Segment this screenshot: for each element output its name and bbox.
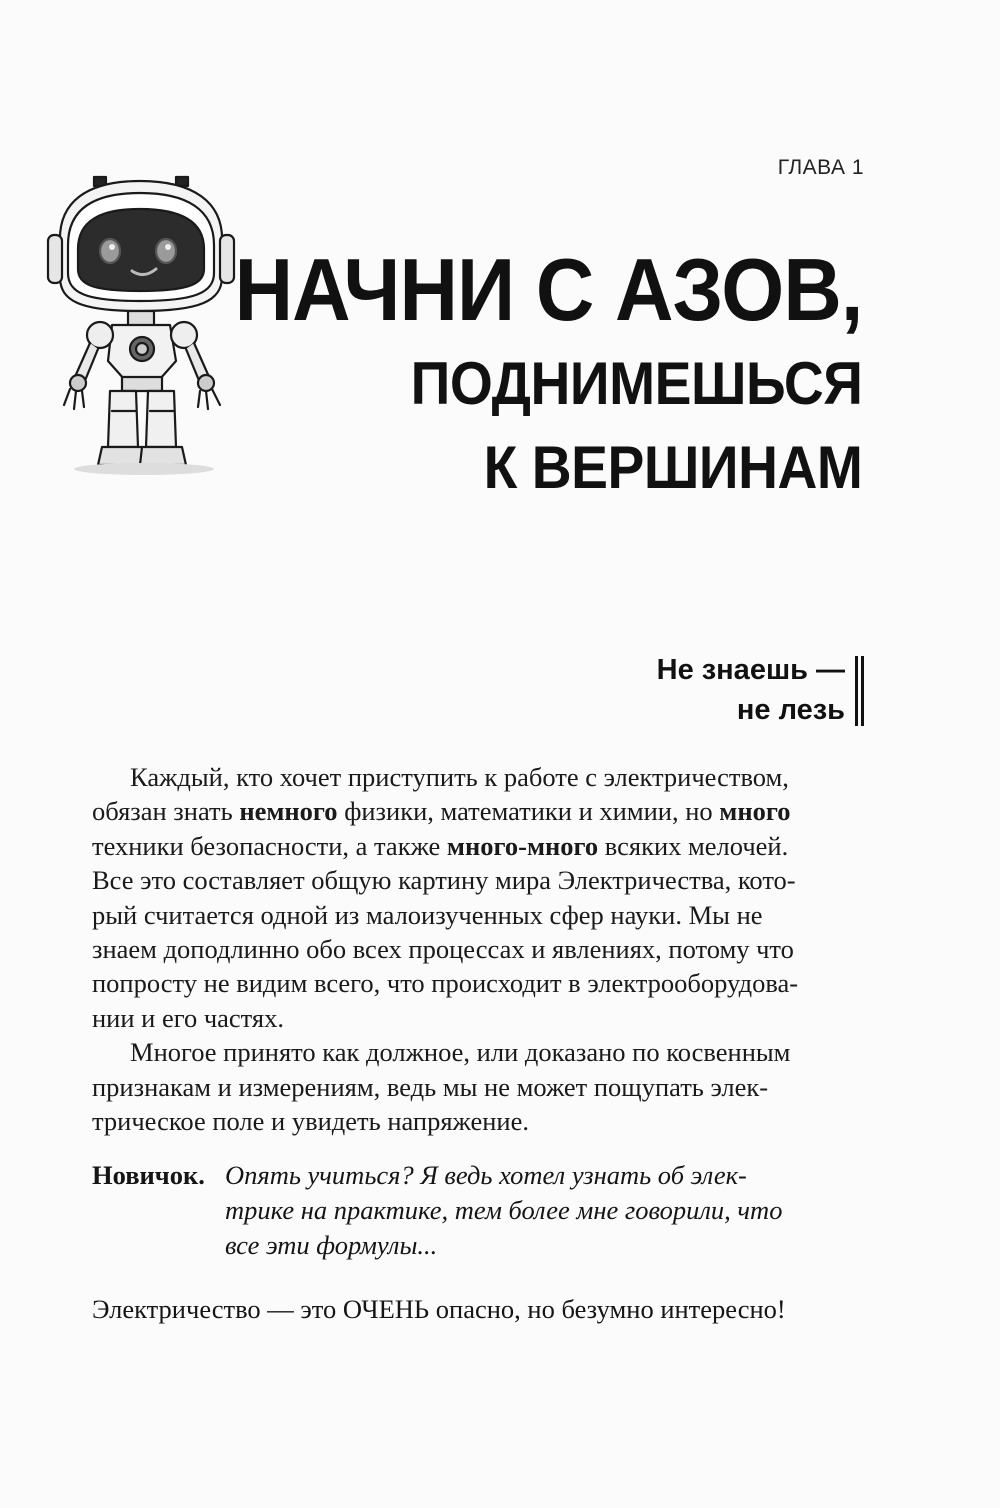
dialog-line-2: трике на практике, тем более мне говорили, что [225, 1195, 783, 1225]
section-heading-line1: Не знаешь — [656, 654, 845, 686]
chapter-title-line3: К ВЕРШИНАМ [483, 434, 862, 501]
p1-line-2b: физики, математики и химии, но [337, 796, 720, 827]
dialog-speaker: Новичок. [92, 1160, 205, 1190]
p1-bold-mnogo-mnogo: много-много [446, 830, 599, 861]
p1-bold-mnogo: много [719, 796, 791, 827]
p1-line-6: знаем доподлинно обо всех процессах и явлениях, потому что [92, 934, 794, 965]
p2-line-3: трическое поле и увидеть напряжение. [92, 1106, 530, 1137]
section-heading [657, 650, 864, 730]
paragraph-2 [92, 1035, 865, 1138]
p2-line-1: Многое принято как должное, или доказано по косвенным [130, 1037, 791, 1068]
chapter-title-line2: ПОДНИМЕШЬСЯ [410, 350, 862, 417]
dialog-line-1: Опять учиться? Я ведь хотел узнать об элек- [225, 1160, 747, 1190]
p1-line-2a: обязан знать [92, 796, 240, 827]
chapter-label: ГЛАВА 1 [777, 156, 864, 179]
dialog-line-3: все эти формулы... [225, 1230, 438, 1260]
chapter-title-line1: НАЧНИ С АЗОВ, [234, 240, 862, 339]
p1-line-3a: техники безопасности, а также [92, 830, 447, 861]
p1-line-8: нии и его частях. [92, 1002, 284, 1033]
p1-line-3b: всяких мелочей. [598, 830, 789, 861]
section-heading-line2: не лезь [736, 694, 845, 726]
chapter-title [180, 238, 862, 510]
dialog [92, 1158, 865, 1263]
p1-bold-nemnogo: немного [239, 796, 338, 827]
paragraph-1 [92, 760, 865, 1035]
p1-line-5: рый считается одной из малоизученных сфер науки. Мы не [92, 899, 763, 930]
heading-rule-icon [855, 656, 864, 726]
closing-line: Электричество — это ОЧЕНЬ опасно, но безумно интересно! [92, 1294, 786, 1324]
dialog-speech [225, 1158, 782, 1263]
p1-line-7: попросту не видим всего, что происходит в электрооборудова- [92, 968, 799, 999]
p1-line-4: Все это составляет общую картину мира Электричества, кото- [92, 865, 796, 896]
body-text [92, 760, 865, 1138]
p2-line-2: признакам и измерениям, ведь мы не может пощупать элек- [92, 1071, 769, 1102]
p1-line-1: Каждый, кто хочет приступить к работе с электричеством, [130, 762, 789, 792]
